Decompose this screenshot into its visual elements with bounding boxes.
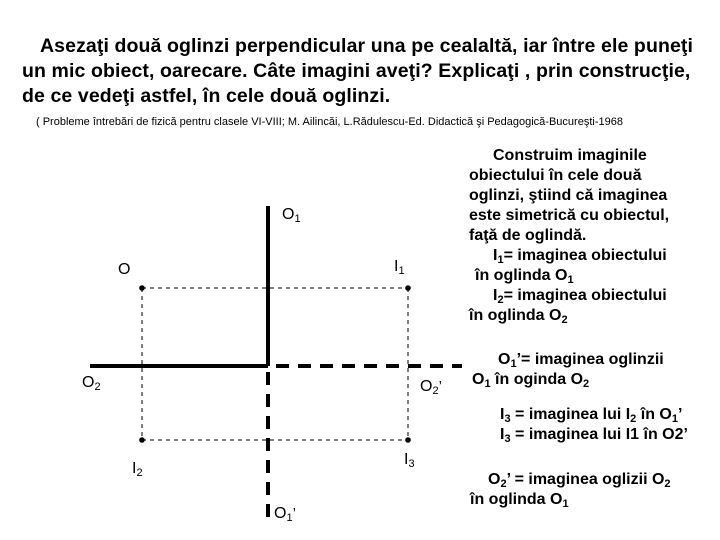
label-o1: $O_1$ bbox=[282, 206, 301, 225]
label-i1: $I_1$ bbox=[394, 258, 405, 277]
o1p-line-2: $O_1$ în oginda $O_2$ bbox=[472, 371, 590, 390]
o1p-line-1: $O_1’=$ imaginea oglinzii bbox=[498, 351, 664, 370]
label-o2-prime: $O_2$’ bbox=[420, 378, 442, 397]
label-i3: $I_3$ bbox=[404, 451, 415, 470]
point-image-i2 bbox=[139, 437, 145, 443]
label-o: O bbox=[118, 261, 131, 278]
o2p-line-1: $O_2$’ = imaginea oglizii $O_2$ bbox=[488, 471, 671, 490]
point-object-o bbox=[139, 285, 145, 291]
i2-line-1: $I_2=$ imaginea obiectului bbox=[493, 287, 667, 306]
intro-line-2: obiectului în cele două bbox=[469, 167, 642, 184]
i1-line-1: $I_1=$ imaginea obiectului bbox=[493, 247, 667, 266]
point-image-i1 bbox=[405, 285, 411, 291]
label-o1-prime: $O_1$’ bbox=[274, 505, 296, 524]
i2-line-2: în oglinda $O_2$ bbox=[469, 307, 568, 326]
source-citation: ( Probleme întrebări de fizică pentru clasele VI-VIII; M. Ailincăi, L.Rădulescu-Ed. Didactică şi Pedagogică-Bucureşti-1968 bbox=[36, 116, 623, 128]
label-o2: $O_2$ bbox=[82, 374, 101, 393]
explanation-i3 bbox=[500, 405, 688, 445]
intro-line-4: este simetrică cu obiectul, bbox=[469, 207, 670, 224]
intro-line-3: oglinzi, ştiind că imaginea bbox=[469, 187, 668, 204]
problem-text: Asezaţi două oglinzi perpendicular una pe cealaltă, iar între ele puneţi un mic obiect, oarecare. Câte imagini aveţi? Explicaţi , prin construcţie, de ce vedeţi astfel, în cele două oglinzi. bbox=[22, 35, 694, 107]
explanation-o2-prime bbox=[470, 470, 671, 510]
label-i2: $I_2$ bbox=[132, 460, 143, 479]
i1-line-2: în oglinda $O_1$ bbox=[475, 267, 574, 286]
explanation-o1-prime bbox=[472, 350, 664, 390]
o2p-line-2: în oglinda $O_1$ bbox=[470, 491, 569, 510]
intro-line-5: faţă de oglindă. bbox=[469, 227, 587, 244]
i3-line-1: $I_3$ = imaginea lui $I_2$ în $O_1$’ bbox=[500, 406, 683, 425]
i3-line-2: $I_3$ = imaginea lui I1 în O2’ bbox=[500, 426, 688, 445]
intro-line-1: Construim imaginile bbox=[493, 147, 647, 164]
point-image-i3 bbox=[405, 437, 411, 443]
explanation-intro bbox=[469, 146, 669, 326]
